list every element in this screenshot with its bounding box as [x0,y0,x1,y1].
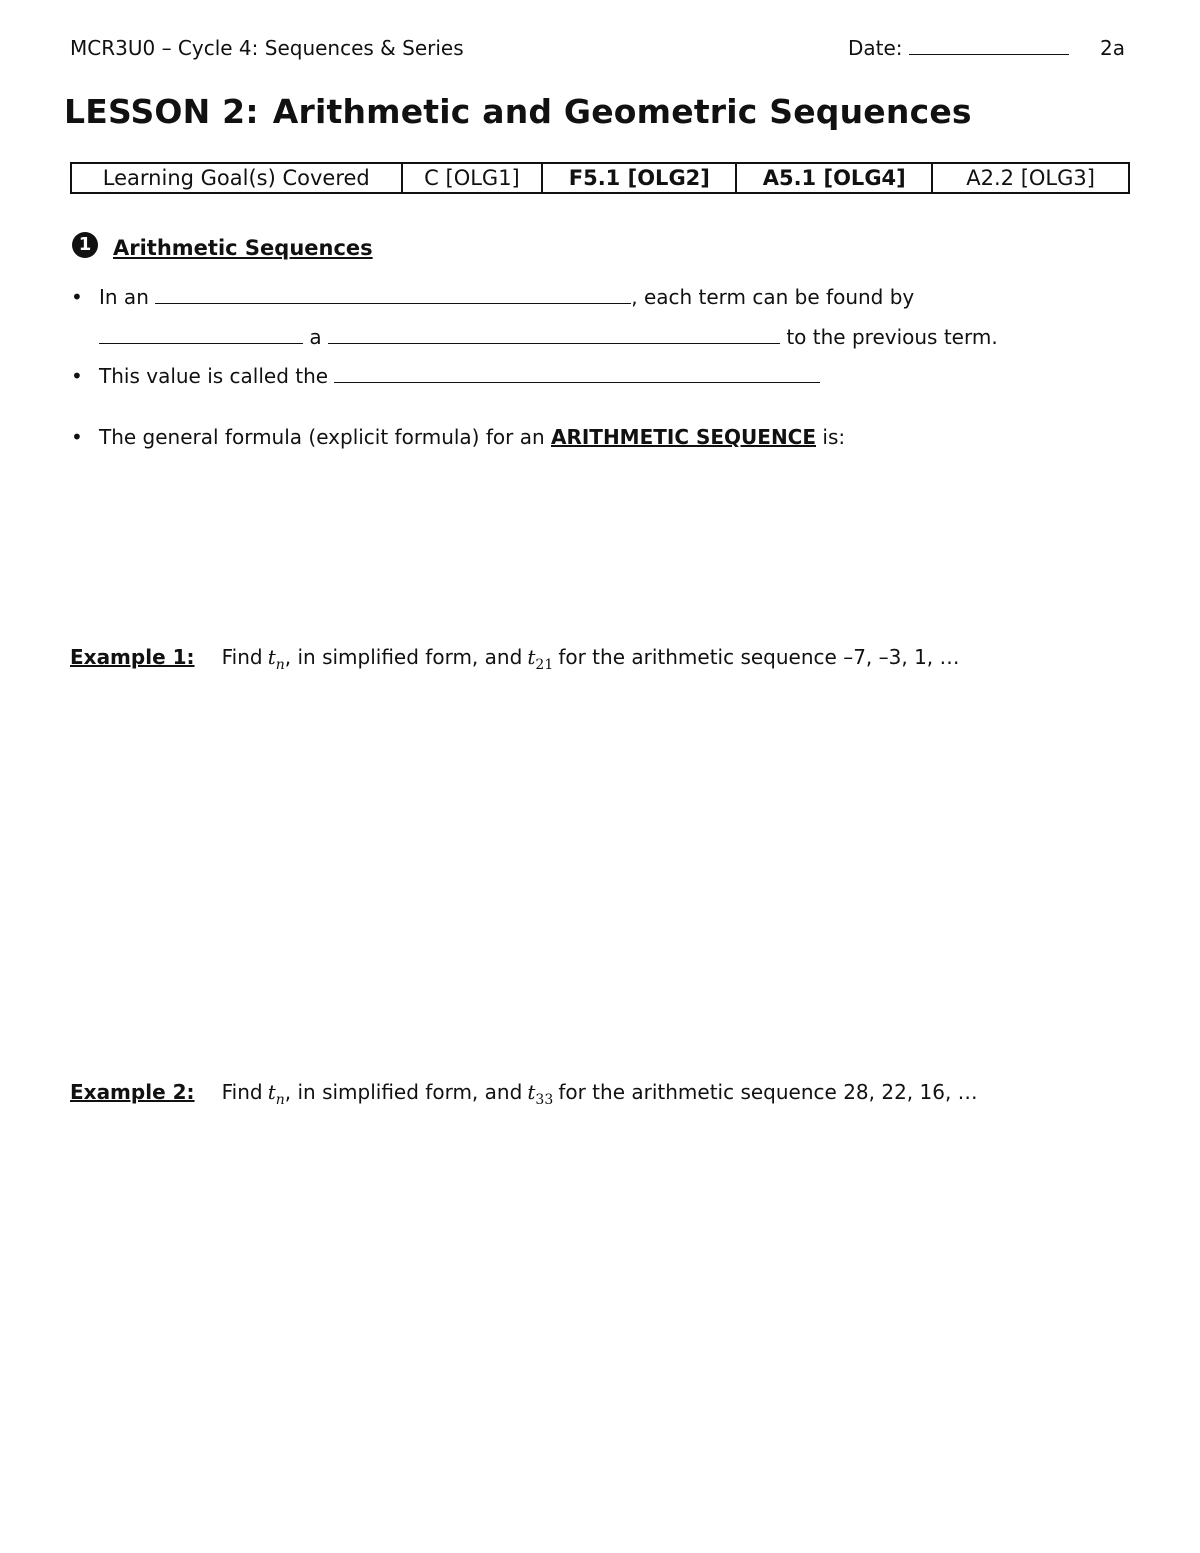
math-t21: $t_{21}$ [527,645,554,673]
math-tn: $t_n$ [267,1080,285,1108]
section-title: Arithmetic Sequences [113,236,373,260]
lesson-topic: Arithmetic and Geometric Sequences [272,92,972,131]
math-t33: $t_{33}$ [527,1080,554,1108]
fill-in-blank[interactable] [334,364,820,383]
bullet-icon: • [71,425,83,449]
bullet-icon: • [71,364,83,388]
example-1: Example 1: Find $t_n$, in simplified form, and $t_{21}$ for the arithmetic sequence –7, –3, 1, … [70,645,960,673]
page-number: 2a [1100,36,1125,60]
math-tn: $t_n$ [267,645,285,673]
fill-in-blank[interactable] [155,285,631,304]
date-field [848,36,1069,60]
example-label: Example 1: [70,645,195,669]
fill-in-blank[interactable] [328,325,780,344]
bullet-icon: • [71,285,83,309]
list-item: • In an , each term can be found by [71,285,915,309]
date-blank[interactable] [909,36,1069,55]
learning-goals-table [70,162,1130,194]
list-item: • This value is called the [99,364,820,388]
goals-label-cell: Learning Goal(s) Covered [71,163,402,193]
goal-cell: A2.2 [OLG3] [932,163,1129,193]
example-2: Example 2: Find $t_n$, in simplified form, and $t_{33}$ for the arithmetic sequence 28, 22, 16, … [70,1080,978,1108]
goal-cell: C [OLG1] [402,163,543,193]
lesson-title [64,92,972,131]
list-item: • The general formula (explicit formula) for an ARITHMETIC SEQUENCE is: [71,425,846,449]
lesson-number: LESSON 2: [64,92,259,131]
table-row [71,163,1129,193]
fill-in-blank[interactable] [99,325,303,344]
goal-cell: A5.1 [OLG4] [736,163,932,193]
example-label: Example 2: [70,1080,195,1104]
section-number-icon: 1 [72,232,98,258]
date-label: Date: [848,36,903,60]
course-header: MCR3U0 – Cycle 4: Sequences & Series [70,36,464,60]
goal-cell: F5.1 [OLG2] [542,163,736,193]
list-item-continuation: a to the previous term. [99,325,998,349]
arithmetic-sequence-term: ARITHMETIC SEQUENCE [550,425,817,449]
